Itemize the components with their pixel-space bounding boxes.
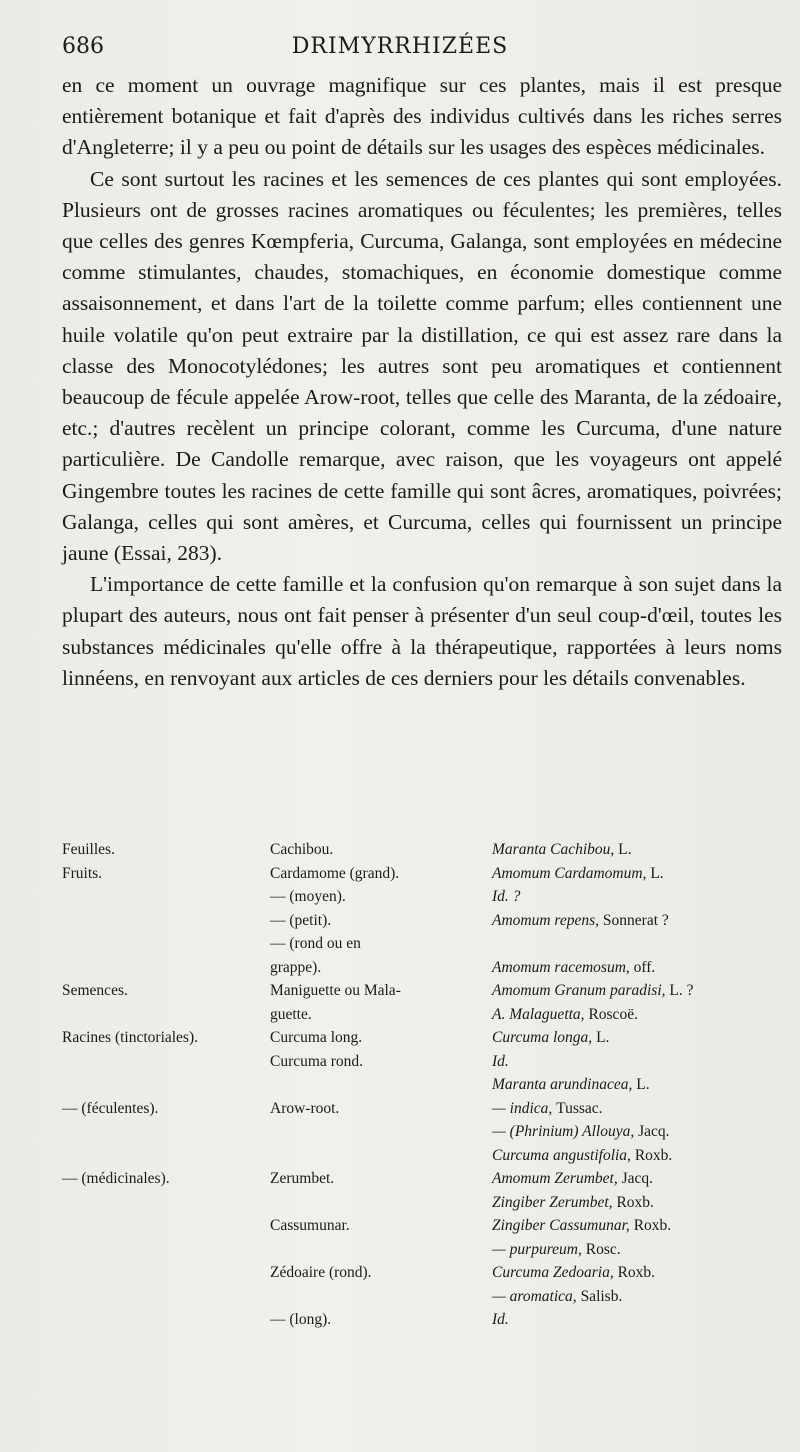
species-cell — [492, 1097, 782, 1121]
species-cell — [492, 909, 782, 933]
product-cell: Maniguette ou Mala- — [270, 982, 401, 999]
author-name: L. ? — [669, 982, 694, 999]
part-cell — [62, 909, 270, 933]
species-name: Id. ? — [492, 888, 521, 905]
species-name: Maranta arundinacea, — [492, 1076, 633, 1093]
product-cell: Arow-root. — [270, 1099, 340, 1117]
species-name: Zingiber Cassumunar, — [492, 1217, 630, 1234]
part-cell — [62, 1308, 270, 1332]
species-cell — [492, 1120, 782, 1144]
species-cell — [492, 862, 782, 886]
species-cell — [492, 932, 782, 956]
species-cell — [492, 1191, 782, 1215]
part-cell — [62, 1238, 270, 1262]
species-cell — [492, 1073, 782, 1097]
species-name: Amomum Granum paradisi, — [492, 982, 666, 999]
species-name: Maranta Cachibou, — [492, 841, 615, 858]
species-cell — [492, 1285, 782, 1309]
part-cell — [62, 956, 270, 980]
species-cell — [492, 956, 782, 980]
part-cell — [62, 1261, 270, 1285]
product-cell — [270, 1238, 492, 1262]
table-row — [62, 838, 782, 862]
product-cell: Curcuma rond. — [270, 1052, 363, 1070]
table-row — [62, 885, 782, 909]
author-name: Tussac. — [556, 1099, 603, 1117]
product-cell: Zerumbet. — [270, 1170, 335, 1187]
table-row — [62, 1073, 782, 1097]
table-row — [62, 1144, 782, 1168]
product-cell: Cassumunar. — [270, 1217, 350, 1234]
product-cell: Cardamome (grand). — [270, 864, 400, 882]
species-name: — aromatica, — [492, 1287, 577, 1305]
species-name: Amomum racemosum, — [492, 958, 630, 976]
running-title: DRIMYRRHIZÉES — [291, 34, 509, 59]
page-number: 686 — [62, 34, 104, 59]
product-cell: Curcuma long. — [270, 1029, 363, 1046]
product-cell: grappe). — [270, 958, 322, 976]
product-cell — [270, 1120, 492, 1144]
part-cell: — (médicinales). — [62, 1170, 170, 1187]
paragraph: en ce moment un ouvrage magnifique sur ces plantes, mais il est presque entièrement botanique et fait d'après des individus cultivés dans les riches serres d'Angleterre; il y a peu ou point de détails sur les usages des espèces médicinales. — [62, 73, 782, 160]
body-text — [62, 70, 782, 694]
species-cell — [492, 1026, 782, 1050]
product-cell: Zédoaire (rond). — [270, 1264, 372, 1281]
author-name: Sonnerat ? — [602, 911, 669, 929]
table-row — [62, 909, 782, 933]
product-cell: guette. — [270, 1005, 312, 1023]
part-cell — [62, 1144, 270, 1168]
species-cell — [492, 1167, 782, 1191]
table-row — [62, 1120, 782, 1144]
table-row — [62, 1308, 782, 1332]
table-row — [62, 1238, 782, 1262]
table-row — [62, 1191, 782, 1215]
part-cell: — (féculentes). — [62, 1099, 159, 1117]
part-cell — [62, 1285, 270, 1309]
species-name: A. Malaguetta, — [492, 1005, 585, 1023]
species-cell — [492, 979, 782, 1003]
species-cell — [492, 1050, 782, 1074]
part-cell: Semences. — [62, 982, 128, 999]
author-name: L. — [636, 1076, 650, 1093]
species-name: Curcuma Zedoaria, — [492, 1264, 614, 1281]
part-cell — [62, 1050, 270, 1074]
author-name: Rosc. — [585, 1240, 621, 1258]
author-name: Roxb. — [634, 1146, 673, 1164]
table-row — [62, 1214, 782, 1238]
author-name: Salisb. — [580, 1287, 623, 1305]
product-cell: — (petit). — [270, 911, 332, 929]
part-cell: Racines (tinctoriales). — [62, 1029, 199, 1046]
table-row — [62, 1167, 782, 1191]
part-cell — [62, 1073, 270, 1097]
species-cell — [492, 1214, 782, 1238]
species-name: Id. — [492, 1052, 509, 1070]
page-header — [62, 34, 738, 74]
author-name: off. — [633, 958, 656, 976]
species-cell — [492, 885, 782, 909]
author-name: Roscoë. — [588, 1005, 638, 1023]
species-cell — [492, 1238, 782, 1262]
part-cell — [62, 1214, 270, 1238]
species-name: — indica, — [492, 1099, 553, 1117]
species-cell — [492, 838, 782, 862]
paragraph: Ce sont surtout les racines et les semences de ces plantes qui sont employées. Plusieurs ont de grosses racines aromatiques ou féculentes; les premières, telles que celles des genres Kœmpferia, Curcuma, Galanga, sont employées en médecine comme stimulantes, chaudes, stomachiques, en économie domestique comme assaisonnement, et dans l'art de la toilette comme parfum; elles contiennent une huile volatile qu'on peut extraire par la distillation, ce qui est assez rare dans la classe des Monocotylédones; les autres sont peu aromatiques et contiennent beaucoup de fécule appelée Arow-root, telles que celle des Maranta, de la zédoaire, etc.; d'autres recèlent un principe colorant, comme les Curcuma, d'une nature particulière. De Candolle remarque, avec raison, que les voyageurs ont appelé Gingembre toutes les racines de cette famille qui sont âcres, aromatiques, poivrées; Galanga, celles qui sont amères, et Curcuma, celles qui fournissent un principe jaune (Essai, 283). — [62, 166, 782, 566]
species-name: — (Phrinium) Allouya, — [492, 1123, 635, 1140]
table-row — [62, 1026, 782, 1050]
part-cell — [62, 1191, 270, 1215]
part-cell: Feuilles. — [62, 841, 115, 858]
table-row — [62, 932, 782, 956]
species-name: Amomum Zerumbet, — [492, 1170, 618, 1187]
author-name: Jacq. — [621, 1170, 654, 1187]
part-cell — [62, 1120, 270, 1144]
author-name: Jacq. — [638, 1123, 670, 1140]
species-cell — [492, 1144, 782, 1168]
species-name: Curcuma longa, — [492, 1029, 593, 1046]
table-row — [62, 979, 782, 1003]
table-row — [62, 862, 782, 886]
part-cell — [62, 1003, 270, 1027]
table-row — [62, 1097, 782, 1121]
product-cell — [270, 1285, 492, 1309]
product-cell: — (long). — [270, 1311, 332, 1328]
species-name: Curcuma angustifolia, — [492, 1146, 631, 1164]
part-cell — [62, 932, 270, 956]
author-name: L. — [596, 1029, 610, 1046]
species-name: Id. — [492, 1311, 509, 1328]
species-name: Amomum Cardamomum, — [492, 864, 647, 882]
product-cell: — (rond ou en — [270, 935, 361, 952]
species-cell — [492, 1003, 782, 1027]
species-name: — purpureum, — [492, 1240, 582, 1258]
table-row — [62, 1285, 782, 1309]
author-name: L. — [618, 841, 632, 858]
author-name: Roxb. — [617, 1264, 656, 1281]
species-cell — [492, 1261, 782, 1285]
table-row — [62, 1261, 782, 1285]
substances-table — [62, 838, 782, 1332]
paragraph: L'importance de cette famille et la confusion qu'on remarque à son sujet dans la plupart des auteurs, nous ont fait penser à présenter d'un seul coup-d'œil, toutes les substances médicinales qu'elle offre à la thérapeutique, rapportées à leurs noms linnéens, en renvoyant aux articles de ces derniers pour les détails convenables. — [62, 572, 782, 690]
product-cell — [270, 1144, 492, 1168]
product-cell: Cachibou. — [270, 841, 334, 858]
table-row — [62, 1003, 782, 1027]
author-name: Roxb. — [633, 1217, 672, 1234]
product-cell — [270, 1191, 492, 1215]
part-cell — [62, 885, 270, 909]
product-cell: — (moyen). — [270, 888, 346, 905]
species-name: Zingiber Zerumbet, — [492, 1193, 613, 1211]
product-cell — [270, 1073, 492, 1097]
table-row — [62, 1050, 782, 1074]
species-cell — [492, 1308, 782, 1332]
part-cell: Fruits. — [62, 864, 103, 882]
author-name: Roxb. — [616, 1193, 654, 1211]
author-name: L. — [650, 864, 664, 882]
table-row — [62, 956, 782, 980]
species-name: Amomum repens, — [492, 911, 600, 929]
